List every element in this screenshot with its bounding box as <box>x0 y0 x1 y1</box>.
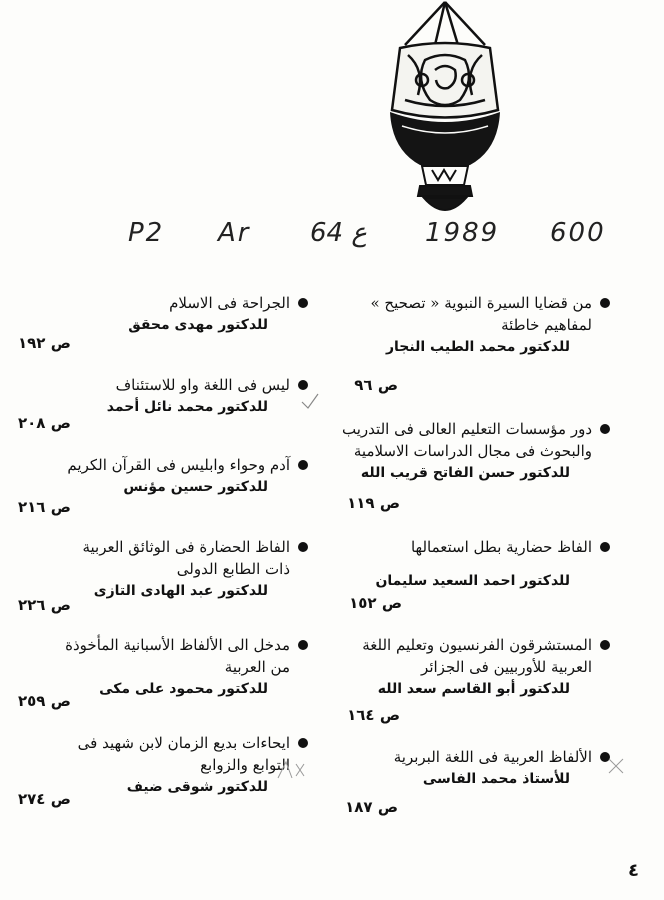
bullet-icon <box>600 424 610 434</box>
entry-page: ص ٢٢٦ <box>18 596 71 614</box>
entry-author: للدكتور مهدى محقق <box>128 317 268 333</box>
entry-page: ص ١١٩ <box>347 494 400 512</box>
entry-author: للدكتور محمد نائل أحمد <box>106 399 268 415</box>
entry-page: ص ٢٧٤ <box>18 790 71 808</box>
bullet-icon <box>600 298 610 308</box>
pencil-mark-icon <box>606 756 626 776</box>
entry-title: الجراحة فى الاسلام <box>169 294 290 312</box>
entry-page: ص ١٨٧ <box>345 798 398 816</box>
entry-title: مدخل الى الألفاظ الأسبانية المأخوذة <box>65 636 290 654</box>
entry-title: آدم وحواء وابليس فى القرآن الكريم <box>67 456 290 474</box>
lantern-illustration <box>380 0 510 220</box>
entry-title-cont: والبحوث فى مجال الدراسات الاسلامية <box>353 442 592 460</box>
entry-page: ص ٩٦ <box>354 376 398 394</box>
toc-entry <box>332 292 610 358</box>
handwritten-code: 1989 <box>425 218 500 248</box>
entry-title: ايحاءات بديع الزمان لابن شهيد فى <box>77 734 290 752</box>
entry-title-cont: التوابع والزوابع <box>200 756 290 774</box>
entry-author: للدكتور عبد الهادى التازى <box>93 583 268 599</box>
bullet-icon <box>298 380 308 390</box>
toc-entry <box>18 374 308 418</box>
bullet-icon <box>298 738 308 748</box>
toc-entry <box>18 732 308 798</box>
pencil-mark-icon <box>300 392 320 412</box>
entry-title-cont: ذات الطابع الدولى <box>176 560 290 578</box>
bullet-icon <box>600 640 610 650</box>
entry-author: للدكتور حسن الفاتح قريب الله <box>360 465 570 481</box>
bullet-icon <box>600 542 610 552</box>
toc-entry <box>18 536 308 602</box>
handwritten-code: 600 <box>550 218 606 248</box>
toc-entry <box>18 292 308 336</box>
entry-page: ص ٢٥٩ <box>18 692 71 710</box>
entry-title: الفاظ الحضارة فى الوثائق العربية <box>82 538 290 556</box>
entry-author: للدكتور أبو القاسم سعد الله <box>377 681 570 697</box>
entry-title: المستشرقون الفرنسيون وتعليم اللغة <box>362 636 592 654</box>
handwritten-code: 64 ع <box>310 218 367 248</box>
entry-author: للدكتور محمود على مكى <box>99 681 268 697</box>
entry-title-cont: من العربية <box>224 658 290 676</box>
entry-page: ص ٢٠٨ <box>18 414 71 432</box>
entry-page: ص ١٥٢ <box>349 594 402 612</box>
entry-page: ص ٢١٦ <box>18 498 71 516</box>
entry-author: للدكتور شوقى ضيف <box>126 779 268 795</box>
entry-author: للدكتور محمد الطيب النجار <box>385 339 570 355</box>
handwritten-catalog-note <box>0 218 664 258</box>
entry-title: دور مؤسسات التعليم العالى فى التدريب <box>342 420 592 438</box>
toc-entry <box>18 634 308 700</box>
pencil-mark-icon <box>276 760 306 780</box>
bullet-icon <box>298 542 308 552</box>
bullet-icon <box>298 298 308 308</box>
entry-page: ص ١٩٢ <box>18 334 71 352</box>
toc-entry <box>332 418 610 484</box>
toc-entry <box>18 454 308 498</box>
entry-author: للأستاذ محمد الفاسى <box>422 771 570 787</box>
entry-title: ليس فى اللغة واو للاستئناف <box>115 376 290 394</box>
page-number: ٤ <box>628 860 639 881</box>
entry-title: من قضايا السيرة النبوية « تصحيح » <box>370 294 592 312</box>
entry-title: الألفاظ العربية فى اللغة البربرية <box>393 748 592 766</box>
entry-title-cont: العربية للأوربيين فى الجزائر <box>421 658 592 676</box>
entry-title-cont: لمفاهيم خاطئة <box>501 316 592 334</box>
entry-author: للدكتور احمد السعيد سليمان <box>375 573 570 589</box>
bullet-icon <box>298 460 308 470</box>
entry-author: للدكتور حسين مؤنس <box>123 479 268 495</box>
toc-entry <box>332 634 610 700</box>
entry-title: الفاظ حضارية بطل استعمالها <box>410 538 592 556</box>
toc-entry <box>332 746 610 790</box>
entry-page: ص ١٦٤ <box>347 706 400 724</box>
toc-entry <box>332 536 610 592</box>
handwritten-code: P2 <box>128 218 165 248</box>
bullet-icon <box>298 640 308 650</box>
handwritten-code: Ar <box>218 218 251 248</box>
